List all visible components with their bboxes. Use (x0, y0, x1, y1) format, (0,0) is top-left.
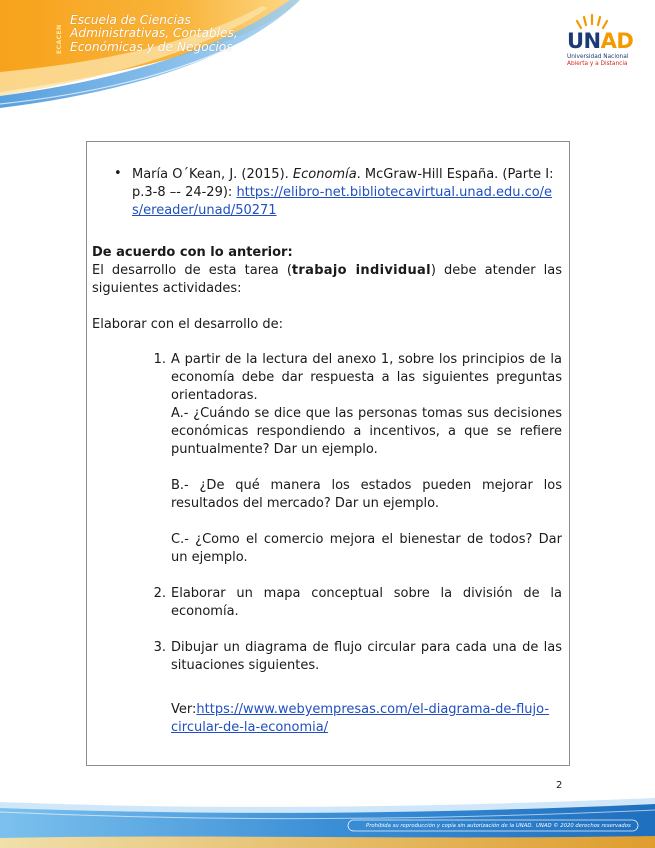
reference-author: María O´Kean, J. (2015). (132, 167, 293, 182)
ecacen-side-tag: ECACEN (56, 24, 63, 54)
reference-title: Economía (292, 167, 357, 182)
unad-subtitle-line-2: Abierta y a Distancia (567, 60, 628, 67)
wordmark-un: UN (567, 29, 601, 53)
footer-swoosh-graphic (0, 790, 655, 848)
footer-copyright-notice: Prohibida su reproducción y copia sin autorización de la UNAD. (366, 823, 534, 829)
see-also-link[interactable]: https://www.webyempresas.com/el-diagrama-de-flujo-circular-de-la-economia/ (171, 702, 550, 735)
item-2-text: Elaborar un mapa conceptual sobre la división de la economía. (171, 586, 562, 619)
see-also-label: Ver: (171, 702, 197, 717)
item-1-number: 1. (153, 352, 166, 367)
item-1-text: A partir de la lectura del anexo 1, sobre los principios de la economía debe dar respuesta a las siguientes preguntas orientadoras. (171, 352, 562, 403)
unad-subtitle-line-1: Universidad Nacional (567, 54, 629, 60)
page-number: 2 (556, 780, 563, 791)
item-1-question-c: C.- ¿Como el comercio mejora el bienestar de todos? Dar un ejemplo. (171, 532, 562, 565)
elaborar-line: Elaborar con el desarrollo de: (92, 317, 284, 332)
school-line-3: Económicas y de Negocios (70, 39, 233, 54)
unad-wordmark (567, 29, 633, 53)
reference-publisher: . McGraw-Hill España. (Parte I: p.3-8 –- 24-29): (132, 167, 554, 200)
intro-text-end: ) debe atender las siguientes actividades: (92, 263, 563, 296)
reference-entry (132, 166, 562, 220)
item-3-number: 3. (153, 640, 166, 655)
item-2-number: 2. (153, 586, 166, 601)
section-heading: De acuerdo con lo anterior: (92, 245, 293, 260)
wordmark-ad: AD (600, 29, 634, 53)
item-1-question-b: B.- ¿De qué manera los estados pueden mejorar los resultados del mercado? Dar un ejemplo. (171, 478, 562, 511)
unad-logo (555, 12, 645, 74)
intro-bold-text: trabajo individual (291, 263, 431, 278)
school-line-1: Escuela de Ciencias (70, 13, 191, 27)
unad-subtitle (567, 54, 628, 67)
reference-bullet: • (114, 166, 122, 181)
intro-paragraph (92, 262, 562, 298)
intro-text-start: El desarrollo de esta tarea ( (92, 263, 292, 278)
school-line-2: Administrativas, Contables, (70, 26, 238, 41)
school-name (70, 14, 260, 54)
footer-rights-notice: UNAD © 2020 derechos reservados (536, 823, 631, 829)
page-header (0, 0, 655, 110)
item-3-text: Dibujar un diagrama de flujo circular para cada una de las situaciones siguientes. (171, 640, 562, 673)
item-3-see-also (171, 701, 562, 737)
reference-link[interactable]: https://elibro-net.bibliotecavirtual.unad.edu.co/es/ereader/unad/50271 (132, 185, 553, 218)
page-footer (0, 790, 655, 848)
item-1-question-a: A.- ¿Cuándo se dice que las personas tomas sus decisiones económicas respondiendo a incentivos, a que se refiere puntualmente? Dar un ejemplo. (171, 406, 562, 457)
